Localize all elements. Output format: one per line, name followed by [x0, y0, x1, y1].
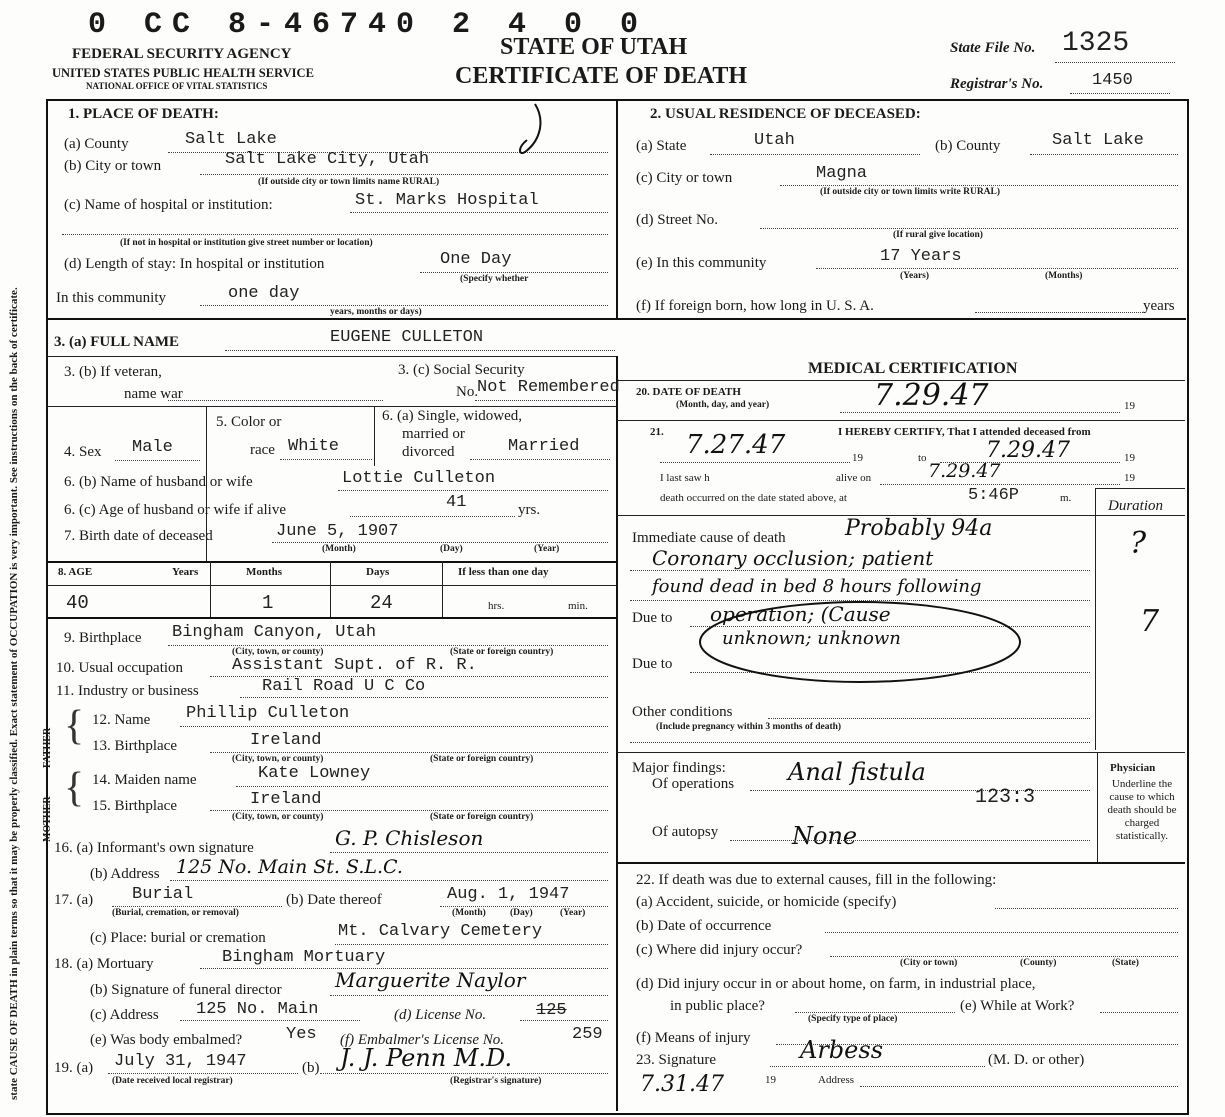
margin-instructions: state CAUSE OF DEATH in plain terms so that it may be properly classified. Exact statement of OCCUPATION is very important. See instructions on the back of certificate. [8, 287, 20, 1100]
age-days-label: Days [366, 566, 390, 578]
certificate-title: CERTIFICATE OF DEATH [455, 63, 748, 89]
mother-brace: { [64, 765, 85, 811]
marital-label-2: married or [402, 426, 465, 442]
funeral-director-signature: Marguerite Naylor [335, 968, 526, 992]
due-to-1-label: Due to [632, 610, 673, 626]
attended-from-value: 7.27.47 [686, 430, 786, 460]
informant-signature: G. P. Chisleson [335, 826, 484, 850]
medical-heading: MEDICAL CERTIFICATION [808, 360, 1018, 377]
ext-b-label: (b) Date of occurrence [636, 918, 772, 934]
ss-no-label: No. [456, 384, 479, 400]
registrar-number-value: 1450 [1092, 71, 1133, 90]
mother-birth-cst-note: (City, town, or county) [232, 812, 324, 822]
ext-c-note-state: (State) [1112, 958, 1139, 968]
ext-e-label: (e) While at Work? [960, 998, 1075, 1014]
physician-note-body: Underline the cause to which death should be charged statistically. [1107, 778, 1177, 842]
age-years-value: 40 [66, 592, 89, 614]
father-birth-cst-note: (City, town, or county) [232, 754, 324, 764]
last-saw-value: 7.29.47 [928, 460, 1001, 482]
death-time-suffix: m. [1060, 492, 1072, 504]
death-date-year-prefix: 19 [1124, 400, 1135, 412]
received-value: July 31, 1947 [114, 1052, 247, 1071]
veteran-label-2: name war [124, 386, 183, 402]
due-to-1-line-2: unknown; unknown [722, 628, 901, 649]
industry-label: 11. Industry or business [56, 683, 199, 699]
attended-to-year: 19 [1124, 452, 1135, 464]
signature-label: 23. Signature [636, 1052, 716, 1068]
attended-from-year: 19 [852, 452, 863, 464]
death-city-note: (If outside city or town limits name RURAL) [258, 177, 440, 187]
embalmer-license-label: (f) Embalmer's License No. [340, 1032, 505, 1048]
age-days-value: 24 [370, 592, 393, 614]
handwritten-mark [505, 100, 555, 160]
informant-address-value: 125 No. Main St. S.L.C. [176, 856, 403, 878]
burial-place-label: (c) Place: burial or cremation [90, 930, 266, 946]
birthplace-cst-note: (City, town, or county) [232, 647, 324, 657]
mother-birthplace-label: 15. Birthplace [92, 798, 177, 814]
physician-signature: Arbess [800, 1036, 884, 1064]
signature-date-value: 7.31.47 [640, 1072, 724, 1097]
res-city-label: (c) City or town [636, 170, 733, 186]
res-county-label: (b) County [935, 138, 1001, 154]
birth-date-value: June 5, 1907 [276, 522, 399, 541]
mother-name-value: Kate Lowney [258, 764, 371, 783]
last-saw-year: 19 [1124, 472, 1135, 484]
birth-month-note: (Month) [322, 544, 356, 554]
res-community-label: (e) In this community [636, 255, 767, 271]
ext-a-label: (a) Accident, suicide, or homicide (specify) [636, 894, 897, 910]
spouse-age-label: 6. (c) Age of husband or wife if alive [64, 502, 287, 518]
sex-value: Male [132, 438, 173, 457]
duration-label: Duration [1108, 498, 1164, 514]
death-county-value: Salt Lake [185, 130, 277, 149]
burial-place-value: Mt. Calvary Cemetery [338, 922, 543, 941]
ss-value: Not Remembered [477, 378, 620, 397]
industry-value: Rail Road U C Co [262, 677, 426, 696]
burial-day-note: (Day) [510, 908, 533, 918]
agency-name: FEDERAL SECURITY AGENCY [72, 46, 292, 62]
external-causes-heading: 22. If death was due to external causes, fill in the following: [636, 872, 997, 888]
registrar-sig-label: (b) [302, 1060, 320, 1076]
embalmer-license-value: 259 [572, 1025, 603, 1044]
res-state-value: Utah [754, 131, 795, 150]
burial-value: Burial [132, 885, 194, 904]
mother-birth-sfc-note: (State or foreign country) [430, 812, 534, 822]
ss-label: 3. (c) Social Security [398, 362, 525, 378]
marital-label-3: divorced [402, 444, 455, 460]
md-note: (M. D. or other) [988, 1052, 1085, 1068]
age-hrs-label: hrs. [488, 600, 505, 612]
ext-f-label: (f) Means of injury [636, 1030, 751, 1046]
age-min-label: min. [568, 600, 588, 612]
father-side-label: FATHER [42, 727, 53, 768]
spouse-age-suffix: yrs. [518, 502, 541, 518]
cause-circle [690, 596, 1040, 696]
hospital-label: (c) Name of hospital or institution: [64, 197, 273, 213]
informant-address-label: (b) Address [90, 866, 160, 882]
office-name: NATIONAL OFFICE OF VITAL STATISTICS [86, 81, 268, 91]
res-years-note: (Years) [900, 271, 930, 281]
burial-date-label: (b) Date thereof [286, 892, 382, 908]
autopsy-label: Of autopsy [652, 824, 719, 840]
mortuary-address-value: 125 No. Main [196, 1000, 319, 1019]
res-street-note: (If rural give location) [893, 230, 983, 240]
res-months-note: (Months) [1045, 271, 1083, 281]
burial-year-note: (Year) [560, 908, 586, 918]
alive-on-label: alive on [836, 472, 872, 484]
license-value: 125 [536, 1001, 567, 1020]
operations-code: 123:3 [975, 786, 1036, 809]
death-city-value: Salt Lake City, Utah [225, 150, 430, 169]
res-city-note: (If outside city or town limits write RURAL) [820, 187, 1001, 197]
father-name-value: Phillip Culleton [186, 704, 350, 723]
res-state-label: (a) State [636, 138, 687, 154]
race-value: White [288, 437, 340, 456]
death-date-value: 7.29.47 [874, 378, 989, 413]
attended-to-label: to [918, 452, 927, 464]
full-name-label: 3. (a) FULL NAME [54, 334, 179, 350]
veteran-label: 3. (b) If veteran, [64, 364, 162, 380]
major-findings-label: Major findings: [632, 760, 726, 776]
cert-number: 21. [650, 426, 664, 438]
death-city-label: (b) City or town [64, 158, 162, 174]
age-months-label: Months [246, 566, 283, 578]
birthplace-value: Bingham Canyon, Utah [172, 623, 377, 642]
ext-c-note-county: (County) [1020, 958, 1057, 968]
immediate-cause-line-2: Coronary occlusion; patient [652, 546, 934, 570]
spouse-age-value: 41 [446, 493, 467, 512]
occurred-text: death occurred on the date stated above, at [660, 492, 847, 504]
age-less-label: If less than one day [458, 566, 549, 578]
signature-date-prefix: 19 [765, 1074, 776, 1086]
hospital-note: (If not in hospital or institution give street number or location) [120, 238, 373, 248]
other-conditions-note: (Include pregnancy within 3 months of death) [656, 722, 842, 732]
registrar-sig-note: (Registrar's signature) [450, 1076, 542, 1086]
registrar-signature: J. J. Penn M.D. [340, 1044, 513, 1072]
funeral-director-label: (b) Signature of funeral director [90, 982, 282, 998]
informant-label: 16. (a) Informant's own signature [54, 840, 254, 856]
res-county-value: Salt Lake [1052, 131, 1144, 150]
due-to-1-value: operation; (Cause [710, 602, 891, 626]
embalmed-label: (e) Was body embalmed? [90, 1032, 243, 1048]
hospital-value: St. Marks Hospital [355, 191, 539, 210]
birth-date-label: 7. Birth date of deceased [64, 528, 213, 544]
age-years-label: Years [172, 566, 199, 578]
marital-label-1: 6. (a) Single, widowed, [382, 408, 522, 424]
state-file-label: State File No. [950, 40, 1036, 56]
res-foreign-label: (f) If foreign born, how long in U. S. A. [636, 298, 874, 314]
burial-month-note: (Month) [452, 908, 486, 918]
mortuary-value: Bingham Mortuary [222, 948, 386, 967]
mortuary-label: 18. (a) Mortuary [54, 956, 154, 972]
mother-name-label: 14. Maiden name [92, 772, 197, 788]
ext-d-label-2: in public place? [670, 998, 765, 1014]
death-time-value: 5:46P [968, 486, 1020, 505]
birthplace-sfc-note: (State or foreign country) [450, 647, 554, 657]
birth-year-note: (Year) [534, 544, 560, 554]
burial-date-value: Aug. 1, 1947 [447, 885, 570, 904]
last-saw-label: I last saw h [660, 472, 710, 484]
age-months-value: 1 [262, 592, 274, 614]
community-stay-label: In this community [56, 290, 166, 306]
attended-to-value: 7.29.47 [986, 438, 1070, 463]
marital-value: Married [508, 437, 580, 456]
certify-text: I HEREBY CERTIFY, That I attended deceased from [838, 426, 1091, 438]
operations-value: Anal fistula [788, 758, 926, 786]
full-name-value: EUGENE CULLETON [330, 328, 484, 347]
embalmed-value: Yes [286, 1025, 317, 1044]
state-file-value: 1325 [1062, 28, 1130, 59]
received-label: 19. (a) [54, 1060, 94, 1076]
place-of-death-heading: 1. PLACE OF DEATH: [68, 106, 219, 122]
birthplace-label: 9. Birthplace [64, 630, 142, 646]
autopsy-value: None [792, 822, 858, 850]
father-name-label: 12. Name [92, 712, 151, 728]
father-birth-sfc-note: (State or foreign country) [430, 754, 534, 764]
birth-day-note: (Day) [440, 544, 463, 554]
father-birthplace-value: Ireland [250, 731, 322, 750]
ext-c-note-city: (City or town) [900, 958, 958, 968]
other-conditions-label: Other conditions [632, 704, 733, 720]
mortuary-address-label: (c) Address [90, 1007, 159, 1023]
death-date-label: 20. DATE OF DEATH [636, 386, 741, 398]
res-foreign-suffix: years [1143, 298, 1175, 314]
occupation-label: 10. Usual occupation [56, 660, 184, 676]
occupation-value: Assistant Supt. of R. R. [232, 656, 477, 675]
state-title: STATE OF UTAH [500, 34, 688, 60]
stay-value: One Day [440, 250, 512, 269]
race-label: race [250, 442, 275, 458]
signature-address-label: Address [818, 1074, 855, 1086]
burial-label: 17. (a) [54, 892, 94, 908]
residence-heading: 2. USUAL RESIDENCE OF DECEASED: [650, 106, 921, 122]
physician-note-title: Physician [1110, 762, 1156, 774]
operations-label: Of operations [652, 776, 735, 792]
community-stay-value: one day [228, 284, 300, 303]
immediate-cause-value: Probably 94a [845, 516, 993, 541]
father-birthplace-label: 13. Birthplace [92, 738, 177, 754]
mother-side-label: MOTHER [42, 796, 53, 842]
mother-birthplace-value: Ireland [250, 790, 322, 809]
received-note: (Date received local registrar) [112, 1076, 233, 1086]
due-to-2-label: Due to [632, 656, 673, 672]
duration-mark-top: ? [1130, 526, 1147, 561]
immediate-cause-label: Immediate cause of death [632, 530, 786, 546]
ext-d-note: (Specify type of place) [808, 1014, 898, 1024]
burial-note: (Burial, cremation, or removal) [112, 908, 239, 918]
license-label: (d) License No. [394, 1007, 487, 1023]
res-community-value: 17 Years [880, 247, 962, 266]
service-name: UNITED STATES PUBLIC HEALTH SERVICE [52, 66, 314, 80]
ext-d-label: (d) Did injury occur in or about home, on farm, in industrial place, [636, 976, 1036, 992]
spouse-value: Lottie Culleton [342, 469, 496, 488]
stay-label: (d) Length of stay: In hospital or institution [64, 256, 325, 272]
res-street-label: (d) Street No. [636, 212, 719, 228]
death-county-label: (a) County [64, 136, 129, 152]
spouse-label: 6. (b) Name of husband or wife [64, 474, 253, 490]
registrar-number-label: Registrar's No. [950, 76, 1044, 92]
immediate-cause-line-3: found dead in bed 8 hours following [652, 576, 982, 597]
color-label: 5. Color or [216, 414, 282, 430]
res-city-value: Magna [816, 164, 868, 183]
duration-mark-bottom: 7 [1140, 604, 1160, 639]
death-date-note: (Month, day, and year) [676, 400, 770, 410]
community-stay-note: years, months or days) [330, 307, 422, 317]
sex-label: 4. Sex [64, 444, 102, 460]
father-brace: { [64, 703, 85, 749]
ext-c-label: (c) Where did injury occur? [636, 942, 803, 958]
stay-note: (Specify whether [460, 274, 529, 284]
age-label: 8. AGE [58, 566, 93, 578]
top-serial-number: 0 CC 8-46740 2 4 0 0 [88, 8, 649, 42]
